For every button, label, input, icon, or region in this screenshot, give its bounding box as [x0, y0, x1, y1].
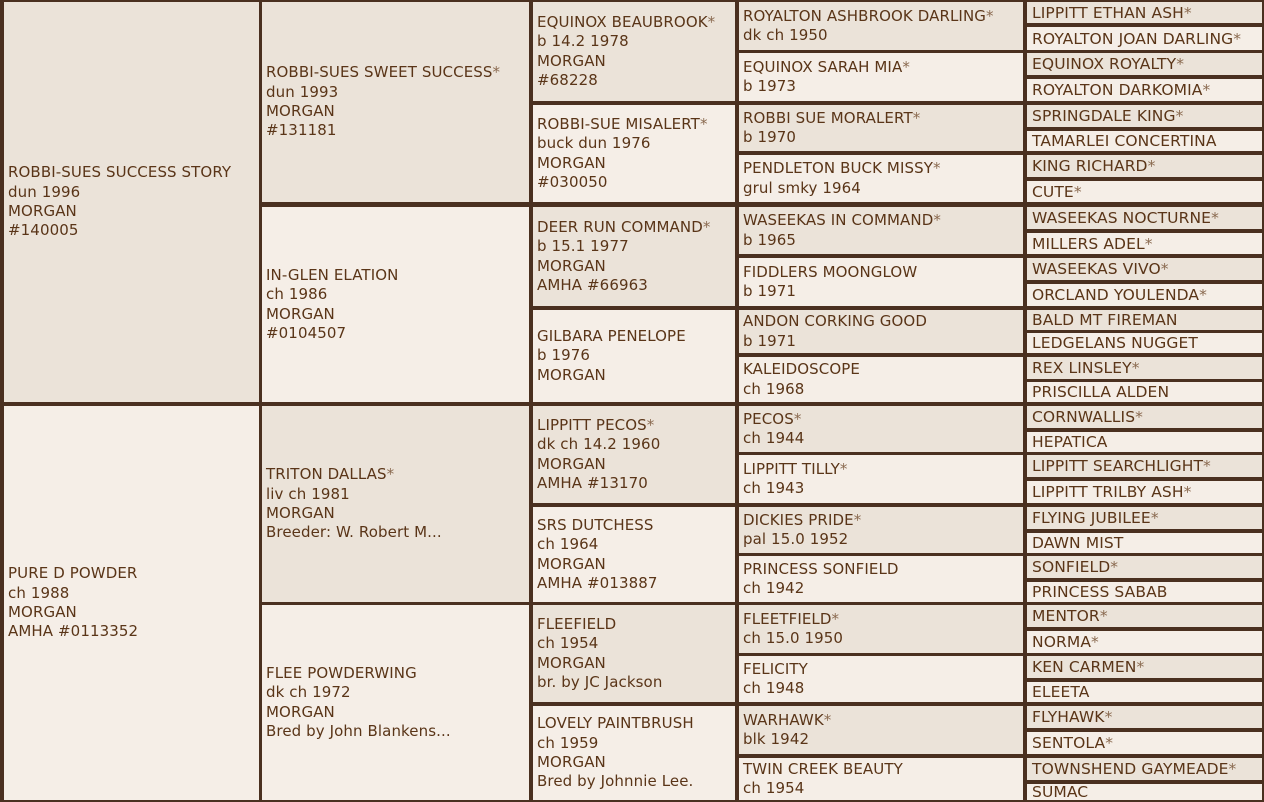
horse-detail-line: b 1965	[743, 230, 797, 249]
horse-name-text[interactable]: PRISCILLA ALDEN	[1032, 383, 1170, 401]
horse-name-text[interactable]: FIDDLERS MOONGLOW	[743, 262, 918, 281]
horse-detail-line: ch 1986	[266, 285, 328, 304]
horse-name[interactable]	[1032, 382, 1262, 402]
horse-cell-gen5-25[interactable]	[1027, 631, 1262, 653]
horse-detail-line: MORGAN	[266, 504, 335, 522]
horse-name-text[interactable]: ROBBI SUE MORALERT	[743, 108, 913, 127]
horse-name-text[interactable]: TOWNSHEND GAYMEADE	[1032, 760, 1229, 778]
horse-detail-line: ch 1964	[537, 535, 599, 554]
horse-detail-line: ch 1948	[743, 679, 805, 697]
horse-name-text[interactable]: WASEEKAS IN COMMAND	[743, 211, 934, 230]
asterisk-icon: *	[1228, 760, 1237, 778]
horse-name[interactable]	[1032, 310, 1262, 330]
horse-name[interactable]	[1032, 54, 1262, 74]
horse-name[interactable]	[743, 560, 1023, 579]
horse-detail-line: ch 1959	[537, 733, 599, 752]
horse-cell-gen4-8[interactable]	[739, 406, 1023, 452]
horse-name[interactable]	[1032, 482, 1262, 502]
asterisk-icon: *	[1073, 182, 1082, 201]
horse-name-text[interactable]: CORNWALLIS	[1032, 408, 1136, 426]
horse-name-text[interactable]: KING RICHARD	[1032, 157, 1148, 175]
asterisk-icon: *	[1199, 286, 1207, 304]
horse-cell-gen3-0[interactable]	[533, 2, 735, 101]
horse-name-text[interactable]: ROBBI-SUES SUCCESS STORY	[8, 163, 232, 182]
horse-cell-gen5-5[interactable]	[1027, 131, 1262, 151]
horse-detail-line: MORGAN	[8, 603, 77, 621]
horse-detail-line: b 14.2 1978	[537, 32, 629, 51]
horse-name-text[interactable]: FLEEFIELD	[537, 614, 617, 633]
horse-name-text[interactable]: PECOS	[743, 409, 794, 428]
asterisk-icon: *	[1136, 658, 1145, 676]
horse-name-text[interactable]: EQUINOX BEAUBROOK	[537, 12, 708, 31]
asterisk-icon: *	[986, 6, 994, 25]
asterisk-icon: *	[1203, 457, 1211, 475]
horse-detail-line: MORGAN	[8, 202, 77, 220]
horse-detail-line: br. by JC Jackson	[537, 672, 663, 691]
asterisk-icon: *	[1135, 408, 1144, 426]
asterisk-icon: *	[1091, 633, 1099, 651]
horse-name-text[interactable]: LIPPITT TILLY	[743, 459, 840, 478]
horse-name[interactable]	[1032, 759, 1262, 779]
horse-detail-line: blk 1942	[743, 730, 810, 748]
horse-name[interactable]	[8, 564, 259, 583]
horse-name-text[interactable]: SUMAC	[1032, 784, 1089, 800]
horse-name-text[interactable]: FELICITY	[743, 659, 808, 678]
horse-detail-line: b 15.1 1977	[537, 237, 629, 256]
asterisk-icon: *	[1144, 234, 1153, 253]
horse-detail-line: b 1973	[743, 77, 797, 95]
asterisk-icon: *	[912, 108, 921, 127]
horse-cell-gen5-15[interactable]	[1027, 382, 1262, 402]
horse-name[interactable]	[743, 7, 1023, 26]
asterisk-icon: *	[646, 415, 655, 434]
horse-detail-line: b 1971	[743, 331, 797, 350]
horse-name-text[interactable]: SPRINGDALE KING	[1032, 107, 1176, 125]
horse-cell-gen3-1[interactable]	[533, 105, 735, 202]
horse-name[interactable]	[1032, 259, 1262, 279]
horse-detail-line: MORGAN	[266, 102, 335, 120]
asterisk-icon: *	[699, 114, 708, 133]
horse-cell-gen5-23[interactable]	[1027, 582, 1262, 602]
asterisk-icon: *	[1211, 209, 1219, 227]
horse-name[interactable]	[1032, 407, 1262, 427]
horse-name-text[interactable]: PRINCESS SONFIELD	[743, 559, 899, 578]
horse-name[interactable]	[1032, 657, 1262, 677]
horse-name[interactable]	[266, 664, 529, 683]
horse-name-text[interactable]: IN-GLEN ELATION	[266, 265, 399, 284]
horse-detail-line: ch 1954	[743, 779, 805, 797]
horse-detail-line: dk ch 1950	[743, 26, 828, 44]
asterisk-icon: *	[1183, 3, 1192, 22]
horse-cell-gen4-10[interactable]	[739, 507, 1023, 553]
horse-name-text[interactable]: FLYHAWK	[1032, 708, 1105, 726]
horse-cell-gen4-14[interactable]	[739, 706, 1023, 754]
horse-name-text[interactable]: MILLERS ADEL	[1032, 234, 1145, 253]
horse-cell-gen5-7[interactable]	[1027, 181, 1262, 202]
horse-name[interactable]	[1032, 3, 1262, 23]
horse-detail-line: MORGAN	[537, 365, 606, 384]
horse-cell-gen5-31[interactable]	[1027, 784, 1262, 800]
asterisk-icon: *	[853, 510, 862, 529]
horse-cell-gen5-4[interactable]	[1027, 105, 1262, 127]
horse-detail-line: ch 1944	[743, 429, 805, 447]
horse-cell-gen2-2[interactable]	[262, 406, 529, 602]
horse-detail-line: Breeder: W. Robert M...	[266, 523, 442, 542]
horse-name[interactable]	[743, 511, 1023, 530]
horse-cell-gen5-11[interactable]	[1027, 284, 1262, 306]
horse-cell-gen4-6[interactable]	[739, 310, 1023, 353]
horse-cell-gen5-6[interactable]	[1027, 155, 1262, 177]
horse-cell-gen5-19[interactable]	[1027, 481, 1262, 503]
horse-cell-gen5-22[interactable]	[1027, 556, 1262, 578]
horse-detail-line: dun 1996	[8, 182, 81, 201]
horse-name-text[interactable]: DEER RUN COMMAND	[537, 217, 703, 236]
horse-cell-gen5-21[interactable]	[1027, 533, 1262, 553]
horse-name-text[interactable]: LIPPITT PECOS	[537, 415, 647, 434]
horse-name[interactable]	[743, 711, 1023, 730]
horse-cell-gen3-7[interactable]	[533, 706, 735, 800]
horse-name-text[interactable]: WASEEKAS VIVO	[1032, 260, 1161, 278]
horse-name-text[interactable]: EQUINOX ROYALTY	[1032, 55, 1177, 73]
horse-detail-line: dk ch 14.2 1960	[537, 435, 661, 454]
horse-name-text[interactable]: PENDLETON BUCK MISSY	[743, 159, 934, 178]
horse-name[interactable]	[266, 63, 529, 82]
horse-detail-line: AMHA #13170	[537, 473, 648, 492]
horse-name-text[interactable]: CUTE	[1032, 182, 1074, 201]
horse-cell-gen5-8[interactable]	[1027, 207, 1262, 229]
horse-name-text[interactable]: WARHAWK	[743, 710, 824, 729]
horse-detail-line: buck dun 1976	[537, 134, 651, 153]
horse-name-text[interactable]: ROYALTON ASHBROOK DARLING	[743, 6, 987, 25]
horse-detail-line: ch 1988	[8, 583, 70, 602]
horse-name[interactable]	[1032, 784, 1262, 800]
horse-cell-gen3-5[interactable]	[533, 507, 735, 602]
asterisk-icon: *	[1147, 157, 1156, 175]
horse-name[interactable]	[537, 615, 735, 634]
horse-name-text[interactable]: TRITON DALLAS	[266, 465, 387, 484]
horse-detail-line: AMHA #013887	[537, 573, 658, 592]
horse-name[interactable]	[743, 410, 1023, 429]
horse-name-text[interactable]: REX LINSLEY	[1032, 359, 1132, 377]
horse-name-text[interactable]: ORCLAND YOULENDA	[1032, 286, 1200, 304]
horse-detail-line: ch 15.0 1950	[743, 629, 844, 647]
horse-name-text[interactable]: WASEEKAS NOCTURNE	[1032, 209, 1212, 227]
horse-name[interactable]	[1032, 456, 1262, 476]
horse-detail-line: ch 1968	[743, 379, 805, 398]
asterisk-icon: *	[1105, 734, 1114, 752]
asterisk-icon: *	[1150, 509, 1159, 527]
horse-name-text[interactable]: TWIN CREEK BEAUTY	[743, 759, 903, 778]
horse-cell-gen4-12[interactable]	[739, 605, 1023, 653]
asterisk-icon: *	[702, 217, 711, 236]
horse-name[interactable]	[8, 163, 259, 182]
horse-name[interactable]	[537, 327, 735, 346]
horse-name-text[interactable]: SRS DUTCHESS	[537, 515, 654, 534]
horse-detail-line: ch 1942	[743, 579, 805, 597]
horse-detail-line: AMHA #66963	[537, 275, 648, 294]
horse-cell-gen4-3[interactable]	[739, 155, 1023, 202]
horse-detail-line: MORGAN	[537, 256, 606, 275]
horse-name-text[interactable]: BALD MT FIREMAN	[1032, 311, 1178, 329]
horse-detail-line: b 1976	[537, 346, 591, 365]
asterisk-icon: *	[707, 12, 716, 31]
horse-name[interactable]	[1032, 80, 1262, 100]
horse-name[interactable]	[1032, 682, 1262, 702]
horse-name-text[interactable]: FLYING JUBILEE	[1032, 509, 1151, 527]
horse-name-text[interactable]: ROBBI-SUE MISALERT	[537, 114, 700, 133]
horse-cell-gen3-6[interactable]	[533, 605, 735, 702]
horse-name[interactable]	[1032, 156, 1262, 176]
horse-name-text[interactable]: ELEETA	[1032, 683, 1090, 701]
horse-detail-line: b 1971	[743, 282, 797, 300]
horse-name[interactable]	[1032, 234, 1262, 254]
horse-name[interactable]	[1032, 432, 1262, 452]
horse-cell-gen5-24[interactable]	[1027, 605, 1262, 627]
horse-detail-line: MORGAN	[266, 702, 335, 721]
horse-name-text[interactable]: KALEIDOSCOPE	[743, 360, 860, 379]
horse-name[interactable]	[743, 610, 1023, 629]
horse-name-text[interactable]: GILBARA PENELOPE	[537, 327, 686, 346]
horse-name[interactable]	[266, 465, 529, 484]
horse-cell-gen1-1[interactable]	[4, 406, 259, 800]
horse-cell-gen2-3[interactable]	[262, 605, 529, 800]
asterisk-icon: *	[1176, 55, 1185, 73]
horse-name[interactable]	[1032, 333, 1262, 353]
horse-detail-line: ch 1943	[743, 479, 805, 497]
horse-name[interactable]	[1032, 106, 1262, 126]
horse-cell-gen5-16[interactable]	[1027, 406, 1262, 428]
horse-name-text[interactable]: FLEETFIELD	[743, 609, 832, 628]
horse-name-text[interactable]: PRINCESS SABAB	[1032, 583, 1168, 601]
horse-name[interactable]	[743, 660, 1023, 679]
horse-name[interactable]	[1032, 632, 1262, 652]
horse-cell-gen1-0[interactable]	[4, 2, 259, 402]
horse-detail-line: #68228	[537, 70, 598, 89]
horse-name[interactable]	[537, 218, 735, 237]
horse-cell-gen3-2[interactable]	[533, 207, 735, 306]
horse-detail-line: MORGAN	[537, 653, 606, 672]
horse-name[interactable]	[1032, 358, 1262, 378]
horse-detail-line: liv ch 1981	[266, 484, 350, 503]
horse-name[interactable]	[1032, 557, 1262, 577]
horse-detail-line: MORGAN	[537, 51, 606, 70]
horse-cell-gen3-4[interactable]	[533, 406, 735, 503]
horse-name-text[interactable]: MENTOR	[1032, 607, 1100, 625]
horse-cell-gen5-0[interactable]	[1027, 2, 1262, 23]
horse-detail-line: pal 15.0 1952	[743, 530, 849, 548]
horse-cell-gen5-17[interactable]	[1027, 432, 1262, 452]
horse-detail-line: #0104507	[266, 323, 347, 342]
horse-cell-gen4-2[interactable]	[739, 105, 1023, 151]
horse-detail-line: AMHA #0113352	[8, 622, 139, 641]
horse-cell-gen4-5[interactable]	[739, 258, 1023, 306]
horse-name[interactable]	[537, 516, 735, 535]
horse-name-text[interactable]: LIPPITT ETHAN ASH	[1032, 3, 1184, 22]
asterisk-icon: *	[1233, 29, 1242, 48]
horse-name[interactable]	[1032, 707, 1262, 727]
horse-name-text[interactable]: ANDON CORKING GOOD	[743, 312, 927, 331]
horse-name-text[interactable]: SENTOLA	[1032, 734, 1106, 752]
horse-cell-gen4-13[interactable]	[739, 656, 1023, 702]
horse-name[interactable]	[1032, 208, 1262, 228]
horse-name[interactable]	[743, 460, 1023, 479]
horse-cell-gen5-30[interactable]	[1027, 758, 1262, 780]
horse-name-text[interactable]: ROYALTON DARKOMIA	[1032, 81, 1203, 99]
horse-name-text[interactable]: ROBBI-SUES SWEET SUCCESS	[266, 63, 493, 82]
asterisk-icon: *	[1099, 607, 1108, 625]
horse-detail-line: #131181	[266, 121, 337, 140]
horse-detail-line: ch 1954	[537, 634, 599, 653]
horse-name-text[interactable]: DICKIES PRIDE	[743, 510, 854, 529]
horse-name[interactable]	[743, 360, 1023, 379]
horse-cell-gen5-29[interactable]	[1027, 732, 1262, 754]
horse-name[interactable]	[1032, 508, 1262, 528]
horse-cell-gen5-10[interactable]	[1027, 258, 1262, 280]
horse-name[interactable]	[1032, 533, 1262, 553]
horse-cell-gen5-14[interactable]	[1027, 357, 1262, 379]
horse-name[interactable]	[743, 159, 1023, 178]
horse-detail-line: MORGAN	[537, 554, 606, 573]
horse-detail-line: #030050	[537, 172, 608, 191]
asterisk-icon: *	[933, 211, 941, 230]
horse-detail-line: b 1970	[743, 128, 797, 146]
horse-cell-gen5-1[interactable]	[1027, 27, 1262, 50]
asterisk-icon: *	[933, 159, 941, 178]
horse-name[interactable]	[1032, 29, 1262, 49]
horse-detail-line: Bred by Johnnie Lee.	[537, 772, 694, 791]
asterisk-icon: *	[1160, 260, 1169, 278]
horse-detail-line: MORGAN	[537, 454, 606, 473]
horse-cell-gen5-20[interactable]	[1027, 507, 1262, 529]
horse-cell-gen4-11[interactable]	[739, 556, 1023, 602]
horse-name[interactable]	[537, 714, 735, 733]
horse-cell-gen5-28[interactable]	[1027, 706, 1262, 728]
horse-name[interactable]	[537, 115, 735, 134]
horse-name-text[interactable]: NORMA	[1032, 633, 1092, 651]
horse-cell-gen4-7[interactable]	[739, 357, 1023, 402]
horse-name[interactable]	[1032, 582, 1262, 602]
horse-cell-gen5-9[interactable]	[1027, 233, 1262, 254]
horse-name[interactable]	[743, 211, 1023, 230]
horse-name[interactable]	[266, 266, 529, 285]
asterisk-icon: *	[902, 57, 910, 76]
horse-name-text[interactable]: FLEE POWDERWING	[266, 663, 417, 682]
horse-cell-gen4-15[interactable]	[739, 758, 1023, 800]
horse-cell-gen5-27[interactable]	[1027, 682, 1262, 702]
asterisk-icon: *	[492, 63, 501, 82]
asterisk-icon: *	[793, 409, 802, 428]
horse-name-text[interactable]: LIPPITT SEARCHLIGHT	[1032, 457, 1204, 475]
horse-name-text[interactable]: PURE D POWDER	[8, 564, 138, 583]
horse-name-text[interactable]: TAMARLEI CONCERTINA	[1032, 132, 1217, 150]
horse-detail-line: dk ch 1972	[266, 683, 351, 702]
horse-cell-gen5-12[interactable]	[1027, 310, 1262, 330]
horse-detail-line: MORGAN	[266, 304, 335, 323]
horse-name[interactable]	[1032, 285, 1262, 305]
asterisk-icon: *	[386, 465, 395, 484]
asterisk-icon: *	[1202, 81, 1211, 99]
asterisk-icon: *	[1131, 359, 1140, 377]
horse-name-text[interactable]: EQUINOX SARAH MIA	[743, 57, 903, 76]
horse-name[interactable]	[743, 312, 1023, 331]
asterisk-icon: *	[823, 710, 832, 729]
horse-cell-gen5-18[interactable]	[1027, 455, 1262, 477]
horse-name[interactable]	[743, 58, 1023, 77]
horse-name[interactable]	[1032, 606, 1262, 626]
asterisk-icon: *	[839, 459, 848, 478]
horse-name[interactable]	[537, 416, 735, 435]
horse-name[interactable]	[537, 13, 735, 32]
horse-cell-gen4-0[interactable]	[739, 2, 1023, 50]
horse-detail-line: #140005	[8, 221, 79, 240]
asterisk-icon: *	[1175, 107, 1184, 125]
horse-name[interactable]	[1032, 131, 1262, 151]
horse-detail-line: Bred by John Blankens...	[266, 721, 451, 740]
horse-name-text[interactable]: ROYALTON JOAN DARLING	[1032, 29, 1234, 48]
horse-name-text[interactable]: HEPATICA	[1032, 433, 1108, 451]
asterisk-icon: *	[1110, 558, 1119, 576]
horse-name-text[interactable]: LOVELY PAINTBRUSH	[537, 714, 694, 733]
horse-name[interactable]	[1032, 733, 1262, 753]
horse-name-text[interactable]: SONFIELD	[1032, 558, 1111, 576]
horse-cell-gen4-1[interactable]	[739, 53, 1023, 101]
horse-detail-line: dun 1993	[266, 82, 339, 101]
asterisk-icon: *	[1183, 483, 1192, 501]
asterisk-icon: *	[831, 609, 840, 628]
horse-cell-gen3-3[interactable]	[533, 310, 735, 402]
horse-cell-gen5-2[interactable]	[1027, 53, 1262, 75]
horse-cell-gen5-13[interactable]	[1027, 333, 1262, 353]
horse-detail-line: MORGAN	[537, 153, 606, 172]
horse-name-text[interactable]: KEN CARMEN	[1032, 658, 1137, 676]
horse-detail-line: MORGAN	[537, 753, 606, 771]
horse-name-text[interactable]: LIPPITT TRILBY ASH	[1032, 483, 1184, 501]
horse-cell-gen5-3[interactable]	[1027, 79, 1262, 101]
asterisk-icon: *	[1104, 708, 1113, 726]
horse-name[interactable]	[1032, 182, 1262, 202]
horse-cell-gen5-26[interactable]	[1027, 656, 1262, 678]
horse-name-text[interactable]: DAWN MIST	[1032, 534, 1124, 552]
horse-cell-gen2-0[interactable]	[262, 2, 529, 202]
horse-cell-gen2-1[interactable]	[262, 207, 529, 402]
horse-cell-gen4-9[interactable]	[739, 455, 1023, 503]
horse-name[interactable]	[743, 109, 1023, 128]
horse-cell-gen4-4[interactable]	[739, 207, 1023, 254]
horse-name-text[interactable]: LEDGELANS NUGGET	[1032, 334, 1198, 352]
horse-name[interactable]	[743, 760, 1023, 779]
horse-name[interactable]	[743, 263, 1023, 282]
horse-detail-line: grul smky 1964	[743, 178, 861, 197]
